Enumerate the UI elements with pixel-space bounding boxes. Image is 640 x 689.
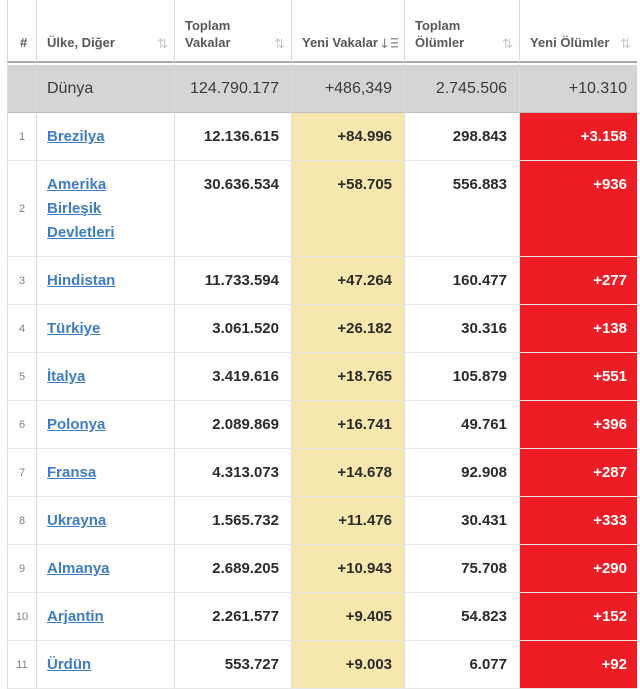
covid-table [7,0,637,689]
country-link[interactable]: Türkiye [47,320,101,337]
sort-arrows-icon: ⇅ [502,37,513,52]
country-link[interactable]: Ukrayna [47,512,107,529]
rank-cell: 3 [7,257,37,305]
country-link[interactable]: Fransa [47,464,97,481]
rank-cell: 1 [7,113,37,161]
sort-descending-icon [379,38,398,51]
total-deaths-cell: 54.823 [405,593,520,641]
rank-cell: 6 [7,401,37,449]
country-cell [37,113,175,161]
sort-arrows-icon: ⇅ [157,37,168,52]
country-link[interactable]: Amerika Birleşik Devletleri [47,176,115,241]
total-cases-cell: 3.419.616 [175,353,292,401]
sort-arrows-icon: ⇅ [274,37,285,52]
total-cases-cell: 553.727 [175,641,292,689]
total-deaths-cell: 160.477 [405,257,520,305]
new-cases-cell: +16.741 [292,401,405,449]
column-header-label: Ülke, Diğer [47,35,115,50]
country-cell [37,161,175,257]
country-link[interactable]: Arjantin [47,608,104,625]
total-cases-cell: 11.733.594 [175,257,292,305]
column-header-new-deaths[interactable] [520,0,637,63]
world-rank-cell [7,63,37,113]
total-deaths-cell: 105.879 [405,353,520,401]
column-header-country[interactable] [37,0,175,63]
country-cell [37,401,175,449]
new-deaths-cell: +290 [520,545,637,593]
world-total-deaths-cell: 2.745.506 [405,63,520,113]
country-row [7,545,637,593]
total-cases-cell: 30.636.534 [175,161,292,257]
country-link[interactable]: Almanya [47,560,110,577]
new-cases-cell: +11.476 [292,497,405,545]
new-deaths-cell: +287 [520,449,637,497]
total-deaths-cell: 30.431 [405,497,520,545]
total-cases-cell: 4.313.073 [175,449,292,497]
new-cases-cell: +14.678 [292,449,405,497]
total-deaths-cell: 6.077 [405,641,520,689]
country-cell [37,641,175,689]
column-header-label: # [20,35,28,50]
rank-cell: 11 [7,641,37,689]
rank-cell: 9 [7,545,37,593]
new-cases-cell: +58.705 [292,161,405,257]
total-cases-cell: 2.089.869 [175,401,292,449]
country-cell [37,593,175,641]
new-deaths-cell: +3.158 [520,113,637,161]
country-row [7,449,637,497]
country-row [7,161,637,257]
total-deaths-cell: 49.761 [405,401,520,449]
rank-cell: 2 [7,161,37,257]
new-deaths-cell: +936 [520,161,637,257]
country-cell [37,353,175,401]
country-row [7,593,637,641]
country-cell [37,449,175,497]
world-total-cases-cell: 124.790.177 [175,63,292,113]
new-deaths-cell: +152 [520,593,637,641]
country-link[interactable]: Ürdün [47,656,92,673]
new-deaths-cell: +551 [520,353,637,401]
column-header-total-deaths[interactable] [405,0,520,63]
world-new-cases-cell: +486,349 [292,63,405,113]
sort-arrows-icon: ⇅ [620,37,631,52]
total-cases-cell: 3.061.520 [175,305,292,353]
country-cell [37,305,175,353]
new-cases-cell: +18.765 [292,353,405,401]
new-cases-cell: +9.003 [292,641,405,689]
column-header-label: Yeni Ölümler [530,35,610,50]
country-row [7,641,637,689]
column-header-rank [7,0,37,63]
new-deaths-cell: +396 [520,401,637,449]
column-header-label: Yeni Vakalar [302,35,378,50]
total-deaths-cell: 298.843 [405,113,520,161]
total-cases-cell: 1.565.732 [175,497,292,545]
total-deaths-cell: 30.316 [405,305,520,353]
world-row [7,63,637,113]
country-cell [37,497,175,545]
total-deaths-cell: 556.883 [405,161,520,257]
country-cell [37,545,175,593]
country-link[interactable]: Polonya [47,416,106,433]
table-header [7,0,637,63]
country-row [7,353,637,401]
new-deaths-cell: +92 [520,641,637,689]
new-deaths-cell: +138 [520,305,637,353]
country-cell [37,257,175,305]
sort-bars-icon [391,38,398,48]
country-row [7,497,637,545]
column-header-label: Toplam Ölümler [415,18,465,50]
rank-cell: 7 [7,449,37,497]
country-row [7,257,637,305]
new-deaths-cell: +333 [520,497,637,545]
country-link[interactable]: Hindistan [47,272,116,289]
rank-cell: 10 [7,593,37,641]
country-row [7,305,637,353]
new-cases-cell: +84.996 [292,113,405,161]
world-new-deaths-cell: +10.310 [520,63,637,113]
total-cases-cell: 12.136.615 [175,113,292,161]
country-link[interactable]: Brezilya [47,128,105,145]
header-row [7,0,637,63]
column-header-label: Toplam Vakalar [185,18,231,50]
new-cases-cell: +47.264 [292,257,405,305]
country-link[interactable]: İtalya [47,368,86,385]
table-body [7,63,637,689]
column-header-total-cases[interactable] [175,0,292,63]
world-name-cell: Dünya [37,63,175,113]
new-cases-cell: +26.182 [292,305,405,353]
new-cases-cell: +10.943 [292,545,405,593]
total-cases-cell: 2.689.205 [175,545,292,593]
country-row [7,113,637,161]
new-deaths-cell: +277 [520,257,637,305]
total-deaths-cell: 92.908 [405,449,520,497]
rank-cell: 8 [7,497,37,545]
new-cases-cell: +9.405 [292,593,405,641]
down-arrow-icon: ↓ [379,37,390,52]
country-row [7,401,637,449]
total-cases-cell: 2.261.577 [175,593,292,641]
total-deaths-cell: 75.708 [405,545,520,593]
rank-cell: 4 [7,305,37,353]
rank-cell: 5 [7,353,37,401]
column-header-new-cases[interactable] [292,0,405,63]
